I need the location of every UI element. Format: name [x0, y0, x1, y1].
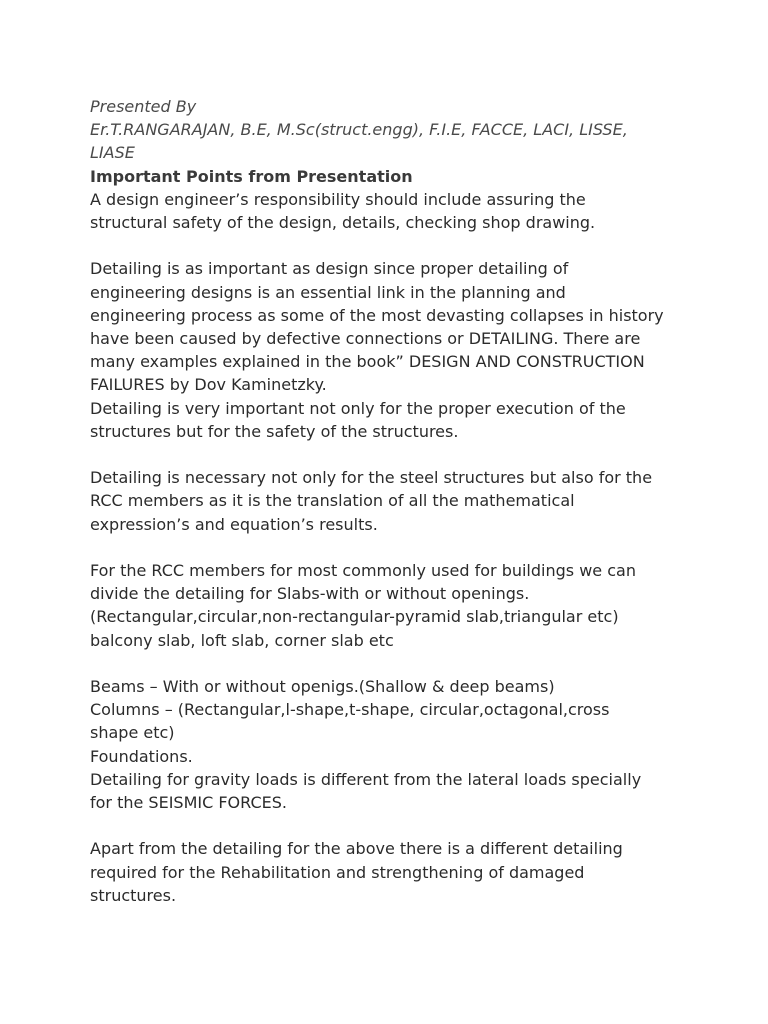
text-line: Foundations. [90, 746, 193, 766]
paragraph-detailing-importance [90, 257, 690, 443]
text-line: balcony slab, loft slab, corner slab etc [90, 630, 394, 650]
text-line: for the SEISMIC FORCES. [90, 793, 287, 813]
text-line: FAILURES by Dov Kaminetzky. [90, 375, 327, 395]
text-line: engineering designs is an essential link in the planning and [90, 282, 566, 302]
text-line: expression’s and equation’s results. [90, 514, 378, 534]
document-page [90, 95, 690, 907]
paragraph-spacer [90, 234, 690, 257]
author-credentials-line-1: Er.T.RANGARAJAN, B.E, M.Sc(struct.engg), F.I.E, FACCE, LACI, LISSE, [90, 120, 628, 140]
paragraph-spacer [90, 652, 690, 675]
text-line: A design engineer’s responsibility should include assuring the [90, 189, 586, 209]
text-line: For the RCC members for most commonly used for buildings we can [90, 561, 636, 581]
paragraph-spacer [90, 443, 690, 466]
text-line: RCC members as it is the translation of all the mathematical [90, 491, 575, 511]
text-line: divide the detailing for Slabs-with or without openings. [90, 584, 530, 604]
text-line: structures but for the safety of the structures. [90, 421, 459, 441]
text-line: shape etc) [90, 723, 175, 743]
text-line: Beams – With or without openigs.(Shallow & deep beams) [90, 677, 555, 697]
paragraph-responsibility [90, 188, 690, 234]
paragraph-beams-columns [90, 675, 690, 814]
text-line: many examples explained in the book” DESIGN AND CONSTRUCTION [90, 352, 645, 372]
author-credentials-line-2: LIASE [90, 143, 135, 163]
text-line: Apart from the detailing for the above there is a different detailing [90, 839, 623, 859]
text-line: required for the Rehabilitation and strengthening of damaged [90, 862, 585, 882]
presented-by-label: Presented By [90, 97, 197, 116]
text-line: structures. [90, 885, 177, 905]
paragraph-rcc-slabs [90, 559, 690, 652]
text-line: engineering process as some of the most devasting collapses in history [90, 305, 664, 325]
text-line: have been caused by defective connections or DETAILING. There are [90, 329, 641, 349]
text-line: Detailing for gravity loads is different from the lateral loads specially [90, 769, 642, 789]
text-line: (Rectangular,circular,non-rectangular-pyramid slab,triangular etc) [90, 607, 619, 627]
text-line: Detailing is as important as design since proper detailing of [90, 259, 569, 279]
text-line: structural safety of the design, details, checking shop drawing. [90, 213, 596, 233]
text-line: Detailing is necessary not only for the steel structures but also for the [90, 468, 653, 488]
paragraph-steel-and-rcc [90, 466, 690, 536]
section-heading: Important Points from Presentation [90, 166, 413, 186]
text-line: Columns – (Rectangular,l-shape,t-shape, circular,octagonal,cross [90, 700, 610, 720]
text-line: Detailing is very important not only for the proper execution of the [90, 398, 626, 418]
paragraph-spacer [90, 536, 690, 559]
paragraph-spacer [90, 814, 690, 837]
paragraph-rehabilitation [90, 837, 690, 907]
